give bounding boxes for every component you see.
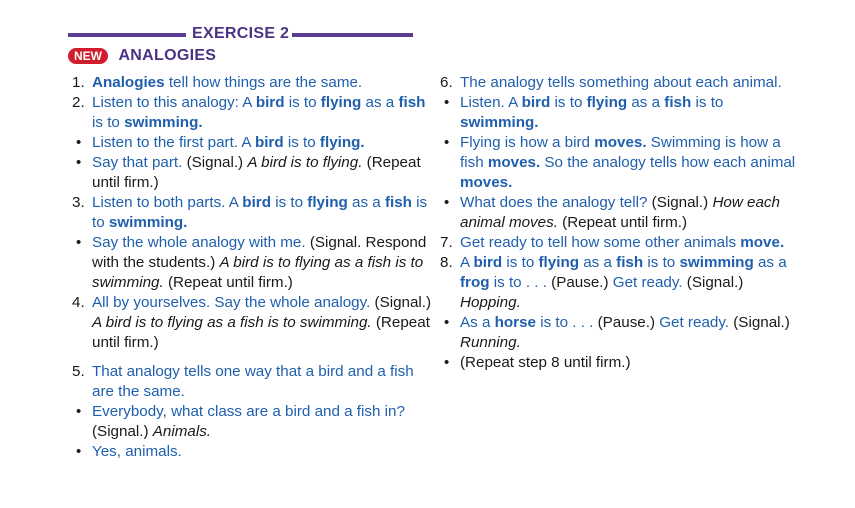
keyword: swimming. — [124, 114, 203, 131]
teacher-text: Listen. A — [460, 94, 522, 111]
step-number: 5. — [72, 363, 85, 380]
bullet-say-part — [72, 153, 432, 193]
bullet-yes-animals — [72, 442, 432, 462]
bullet: • — [444, 314, 450, 331]
keyword: bird — [254, 134, 284, 151]
step-number: 4. — [72, 294, 85, 311]
keyword: fish — [664, 94, 692, 111]
step-1 — [72, 73, 432, 93]
bullet: • — [76, 403, 82, 420]
keyword: moves. — [594, 134, 647, 151]
step-6 — [440, 73, 800, 93]
keyword: swimming. — [108, 214, 188, 231]
step-8 — [440, 253, 800, 313]
keyword: swimming — [679, 254, 754, 271]
teacher-text: As a — [460, 314, 495, 331]
signal-text: (Signal.) — [729, 314, 790, 331]
teacher-text: as a — [347, 194, 385, 211]
teacher-text: as a — [361, 94, 399, 111]
teacher-text: as a — [627, 94, 665, 111]
bullet-what-tell — [440, 193, 800, 233]
step-number: 2. — [72, 94, 85, 111]
teacher-text: Listen to both parts. A — [92, 194, 243, 211]
teacher-text: is to — [283, 134, 320, 151]
new-badge: NEW — [68, 48, 108, 64]
bullet-repeat-step-8 — [440, 353, 800, 373]
repeat-text: (Repeat step 8 until firm.) — [460, 354, 631, 371]
keyword: fish — [398, 94, 426, 111]
teacher-text: Flying is how a bird — [460, 134, 595, 151]
bullet: • — [444, 354, 450, 371]
keyword: flying — [307, 194, 348, 211]
teacher-text: is to — [284, 94, 321, 111]
keyword: frog — [460, 274, 490, 291]
step-number: 1. — [72, 74, 85, 91]
step-number: 3. — [72, 194, 85, 211]
keyword: flying — [538, 254, 579, 271]
response-text: Running. — [460, 334, 521, 351]
bullet-say-whole — [72, 233, 432, 293]
step-3 — [72, 193, 432, 233]
teacher-text: is to — [502, 254, 539, 271]
repeat-text: (Repeat until firm.) — [557, 214, 688, 231]
bullet: • — [76, 443, 82, 460]
bullet-listen — [440, 93, 800, 133]
signal-text: (Signal. Respond with the students.) — [92, 234, 427, 271]
pause-text: (Pause.) — [546, 274, 613, 291]
keyword: move. — [740, 234, 785, 251]
keyword: horse — [494, 314, 536, 331]
header-rule-left — [68, 33, 186, 37]
step-4 — [72, 293, 432, 353]
teacher-text: is to — [270, 194, 308, 211]
keyword: flying — [586, 94, 628, 111]
teacher-text: is to — [691, 94, 724, 111]
bullet: • — [76, 134, 82, 151]
keyword: moves. — [460, 174, 513, 191]
teacher-text: Swimming is how a fish — [460, 134, 781, 171]
teacher-text: is to — [92, 194, 428, 231]
header-rule-right — [292, 33, 413, 37]
repeat-text: (Repeat until firm.) — [92, 314, 430, 351]
repeat-text: (Repeat until firm.) — [163, 274, 293, 291]
teacher-text: Yes, animals. — [92, 443, 182, 460]
step-number: 7. — [440, 234, 453, 251]
keyword: bird — [521, 94, 551, 111]
section-title: ANALOGIES — [118, 47, 217, 64]
teacher-text: The analogy tells something about each animal. — [460, 74, 782, 91]
keyword: flying. — [319, 134, 365, 151]
teacher-text: is to — [643, 254, 680, 271]
teacher-text: as a — [753, 254, 787, 271]
keyword: bird — [473, 254, 503, 271]
step-number: 8. — [440, 254, 453, 271]
keyword: flying — [320, 94, 362, 111]
bullet: • — [444, 134, 450, 151]
response-text: Animals. — [152, 423, 212, 440]
teacher-text: is to — [92, 114, 125, 131]
bullet-class-question — [72, 402, 432, 442]
section-heading — [68, 47, 216, 67]
step-7 — [440, 233, 800, 253]
teacher-text: Listen to this analogy: A — [92, 94, 256, 111]
teacher-text: Get ready. — [659, 314, 730, 331]
bullet: • — [76, 154, 82, 171]
teacher-text: All by yourselves. Say the whole analogy. — [92, 294, 371, 311]
response-text: A bird is to flying. — [247, 154, 363, 171]
teacher-text: tell how things are the same. — [164, 74, 363, 91]
teacher-text: Say the whole analogy with me. — [92, 234, 306, 251]
exercise-title: EXERCISE 2 — [192, 25, 290, 42]
teacher-text: So the analogy tells how each animal — [540, 154, 796, 171]
signal-text: (Signal.) — [682, 274, 744, 291]
response-text: Hopping. — [460, 294, 521, 311]
bullet-horse — [440, 313, 800, 353]
keyword: swimming. — [460, 114, 539, 131]
keyword: moves. — [487, 154, 541, 171]
bullet: • — [444, 94, 450, 111]
keyword: bird — [255, 94, 285, 111]
signal-text: (Signal.) — [182, 154, 248, 171]
bullet: • — [444, 194, 450, 211]
keyword: fish — [384, 194, 412, 211]
exercise-header — [68, 25, 413, 45]
response-text: A bird is to flying as a fish is to swimming. — [92, 254, 424, 291]
response-text: How each animal moves. — [460, 194, 780, 231]
step-number: 6. — [440, 74, 453, 91]
keyword: bird — [242, 194, 271, 211]
pause-text: (Pause.) — [593, 314, 660, 331]
step-2 — [72, 93, 432, 133]
bullet-first-part — [72, 133, 432, 153]
term-analogies: Analogies — [92, 74, 165, 91]
teacher-text: as a — [579, 254, 617, 271]
teacher-text: is to — [550, 94, 587, 111]
teacher-text: Say that part. — [92, 154, 183, 171]
teacher-text: is to . . . — [489, 274, 547, 291]
teacher-text: Listen to the first part. A — [92, 134, 255, 151]
signal-text: (Signal.) — [92, 423, 153, 440]
bullet-moves — [440, 133, 800, 193]
teacher-text: Get ready to tell how some other animals — [460, 234, 741, 251]
teacher-text: is to . . . — [535, 314, 594, 331]
teacher-text: A — [460, 254, 474, 271]
right-column — [440, 73, 800, 373]
signal-text: (Signal.) — [647, 194, 713, 211]
keyword: fish — [616, 254, 644, 271]
step-5 — [72, 362, 432, 402]
left-column — [72, 73, 432, 462]
signal-text: (Signal.) — [370, 294, 432, 311]
repeat-text: (Repeat until firm.) — [92, 154, 421, 191]
teacher-text: That analogy tells one way that a bird and a fish are the same. — [92, 363, 414, 400]
teacher-text: Get ready. — [612, 274, 683, 291]
bullet: • — [76, 234, 82, 251]
response-text: A bird is to flying as a fish is to swimming. — [92, 314, 372, 331]
teacher-text: Everybody, what class are a bird and a fish in? — [92, 403, 405, 420]
teacher-text: What does the analogy tell? — [460, 194, 648, 211]
